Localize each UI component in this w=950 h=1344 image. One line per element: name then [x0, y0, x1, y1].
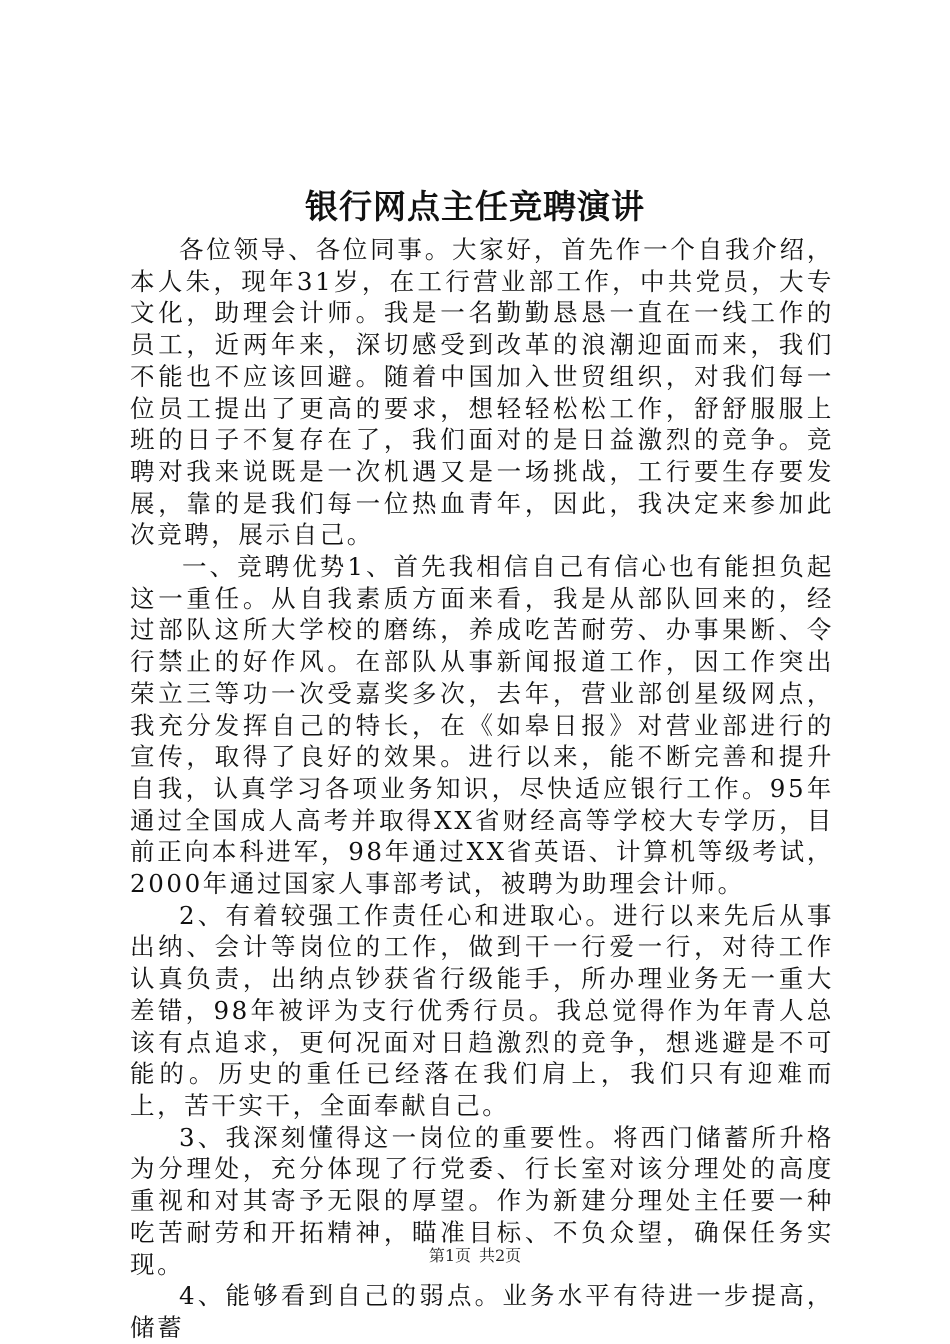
document-body: [130, 234, 834, 1344]
page-footer: [0, 1244, 950, 1268]
paragraph-advantage-3: 3、我深刻懂得这一岗位的重要性。将西门储蓄所升格为分理处，充分体现了行党委、行长室对该分理处的高度重视和对其寄予无限的厚望。作为新建分理处主任要一种吃苦耐劳和开拓精神，瞄准目标、不负众望，确保任务实现。: [130, 1122, 834, 1279]
paragraph-intro: 各位领导、各位同事。大家好，首先作一个自我介绍，本人朱，现年31岁，在工行营业部工作，中共党员，大专文化，助理会计师。我是一名勤勤恳恳一直在一线工作的员工，近两年来，深切感受到改革的浪潮迎面而来，我们不能也不应该回避。随着中国加入世贸组织，对我们每一位员工提出了更高的要求，想轻轻松松工作，舒舒服服上班的日子不复存在了，我们面对的是日益激烈的竞争。竞聘对我来说既是一次机遇又是一场挑战，工行要生存要发展，靠的是我们每一位热血青年，因此，我决定来参加此次竞聘，展示自己。: [130, 235, 834, 550]
paragraph-advantage-1: 一、竞聘优势1、首先我相信自己有信心也有能担负起这一重任。从自我素质方面来看，我是从部队回来的，经过部队这所大学校的磨练，养成吃苦耐劳、办事果断、令行禁止的好作风。在部队从事新闻报道工作，因工作突出荣立三等功一次受嘉奖多次，去年，营业部创星级网点，我充分发挥自己的特长，在《如皋日报》对营业部进行的宣传，取得了良好的效果。进行以来，能不断完善和提升自我，认真学习各项业务知识，尽快适应银行工作。95年通过全国成人高考并取得XX省财经高等学校大专学历，目前正向本科进军，98年通过XX省英语、计算机等级考试，2000年通过国家人事部考试，被聘为助理会计师。: [130, 552, 834, 899]
page-number-total: 共2页: [479, 1246, 522, 1265]
page-number-current: 第1页: [428, 1246, 471, 1265]
paragraph-advantage-2: 2、有着较强工作责任心和进取心。进行以来先后从事出纳、会计等岗位的工作，做到干一行爱一行，对待工作认真负责，出纳点钞获省行级能手，所办理业务无一重大差错，98年被评为支行优秀行员。我总觉得作为年青人总该有点追求，更何况面对日趋激烈的竞争，想逃避是不可能的。历史的重任已经落在我们肩上，我们只有迎难而上，苦干实干，全面奉献自己。: [130, 900, 834, 1120]
document-title: 银行网点主任竞聘演讲: [305, 187, 645, 226]
paragraph-advantage-4: 4、能够看到自己的弱点。业务水平有待进一步提高，储蓄: [130, 1281, 834, 1342]
